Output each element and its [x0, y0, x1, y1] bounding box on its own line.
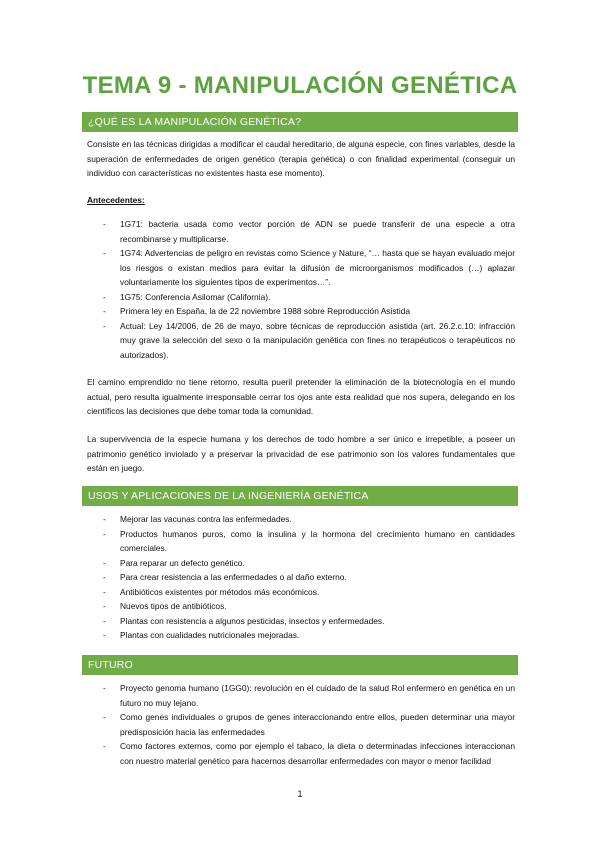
list-item: - 1G71: bacteria usada como vector porción de ADN se puede transferir de una especie a otra recombinarse y multiplicarse.: [103, 219, 515, 244]
bullet-dash: -: [103, 219, 106, 229]
list-item: - Actual: Ley 14/2006, de 26 de mayo, sobre técnicas de reproducción asistida (art. 26.2.c.10: infracción muy grave la selección del sexo o la manipulación genética con fines no terapéuticos o terapéuticos no autorizados).: [103, 320, 515, 360]
bullet-dash: -: [103, 528, 106, 539]
antecedentes-list: [87, 217, 515, 362]
bullet-dash: -: [103, 630, 106, 640]
bullet-dash: -: [103, 615, 106, 626]
bullet-dash: -: [103, 586, 106, 597]
list-item: - Mejorar las vacunas contra las enfermedades.: [87, 512, 515, 527]
list-item: - Como genes individuales o grupos de genes interaccionando entre ellos, pueden determinar una mayor predisposición hacia las enfermedades: [103, 712, 515, 737]
bullet-dash: -: [103, 514, 106, 524]
usos-list: [87, 512, 515, 643]
list-item: - Proyecto genoma humano (1GG0): revolución en el cuidado de la salud Rol enfermero en genética en un futuro no muy lejano.: [103, 683, 515, 708]
list-item: - Para reparar un defecto genético.: [87, 556, 515, 571]
list-item: - 1G74: Advertencias de peligro en revistas como Science y Nature, “… hasta que se hayan evaluado mejor los riesgos o existan medios para evitar la difusión de microorganismos modificados (…) aplazar voluntariamente los siguientes tipos de experimentos…”.: [103, 248, 515, 287]
list-item: - Nuevos tipos de antibióticos.: [87, 599, 515, 614]
section-heading-que-es: ¿QUÉ ES LA MANIPULACIÓN GENÉTICA?: [82, 112, 518, 132]
bullet-dash: -: [103, 683, 106, 693]
antecedentes-heading: Antecedentes:: [87, 195, 145, 205]
bullet-dash: -: [103, 291, 106, 302]
page-number: 1: [297, 789, 303, 799]
section-heading-futuro: FUTURO: [82, 655, 518, 675]
bullet-dash: -: [103, 572, 106, 582]
paragraph-supervivencia: La supervivencia de la especie humana y los derechos de todo hombre a ser único e irrepetible, a poseer un patrimonio genético inviolado y a preservar la privacidad de ese patrimonio son los valores fundamentales que están en juego.: [87, 434, 515, 473]
bullet-dash: -: [103, 306, 106, 316]
list-item: - Primera ley en España, la de 22 noviembre 1988 sobre Reproducción Asistida: [87, 304, 515, 319]
bullet-dash: -: [103, 557, 106, 568]
bullet-dash: -: [103, 741, 106, 751]
bullet-dash: -: [103, 601, 106, 611]
intro-paragraph: Consiste en las técnicas dirigidas a modificar el caudal hereditario, de alguna especie, con fines variables, desde la superación de enfermedades de origen genético (terapia genética) o con finalidad experimental (conseguir un individuo con características no existentes hasta ese momento).: [87, 139, 515, 178]
paragraph-camino: El camino emprendido no tiene retorno, resulta pueril pretender la eliminación de la biotecnología en el mundo actual, pero resulta igualmente irresponsable cerrar los ojos ante esta realidad que nos supera, delegando en los científicos las decisiones que debe tomar toda la comunidad.: [87, 377, 515, 416]
list-item: - Como factores externos, como por ejemplo el tabaco, la dieta o determinadas infecciones interaccionan con nuestro material genético para hacernos desarrollar enfermedades con mayor o menor facilidad: [103, 741, 515, 766]
list-item: - Productos humanos puros, como la insulina y la hormona del crecimiento humano en cantidades comerciales.: [103, 528, 515, 553]
page-title: TEMA 9 - MANIPULACIÓN GENÉTICA: [82, 72, 518, 99]
futuro-list: [87, 681, 515, 768]
bullet-dash: -: [103, 248, 106, 258]
list-item: - Plantas con resistencia a algunos pesticidas, insectos y enfermedades.: [87, 614, 515, 629]
bullet-dash: -: [103, 320, 106, 331]
list-item: - Plantas con cualidades nutricionales mejoradas.: [87, 628, 515, 643]
section-heading-usos: USOS Y APLICACIONES DE LA INGENIERÍA GENÉTICA: [82, 486, 518, 506]
list-item: - 1G75: Conferencia Asilomar (California).: [87, 290, 515, 305]
bullet-dash: -: [103, 712, 106, 722]
list-item: - Para crear resistencia a las enfermedades o al daño externo.: [87, 570, 515, 585]
list-item: - Antibióticos existentes por métodos más económicos.: [87, 585, 515, 600]
